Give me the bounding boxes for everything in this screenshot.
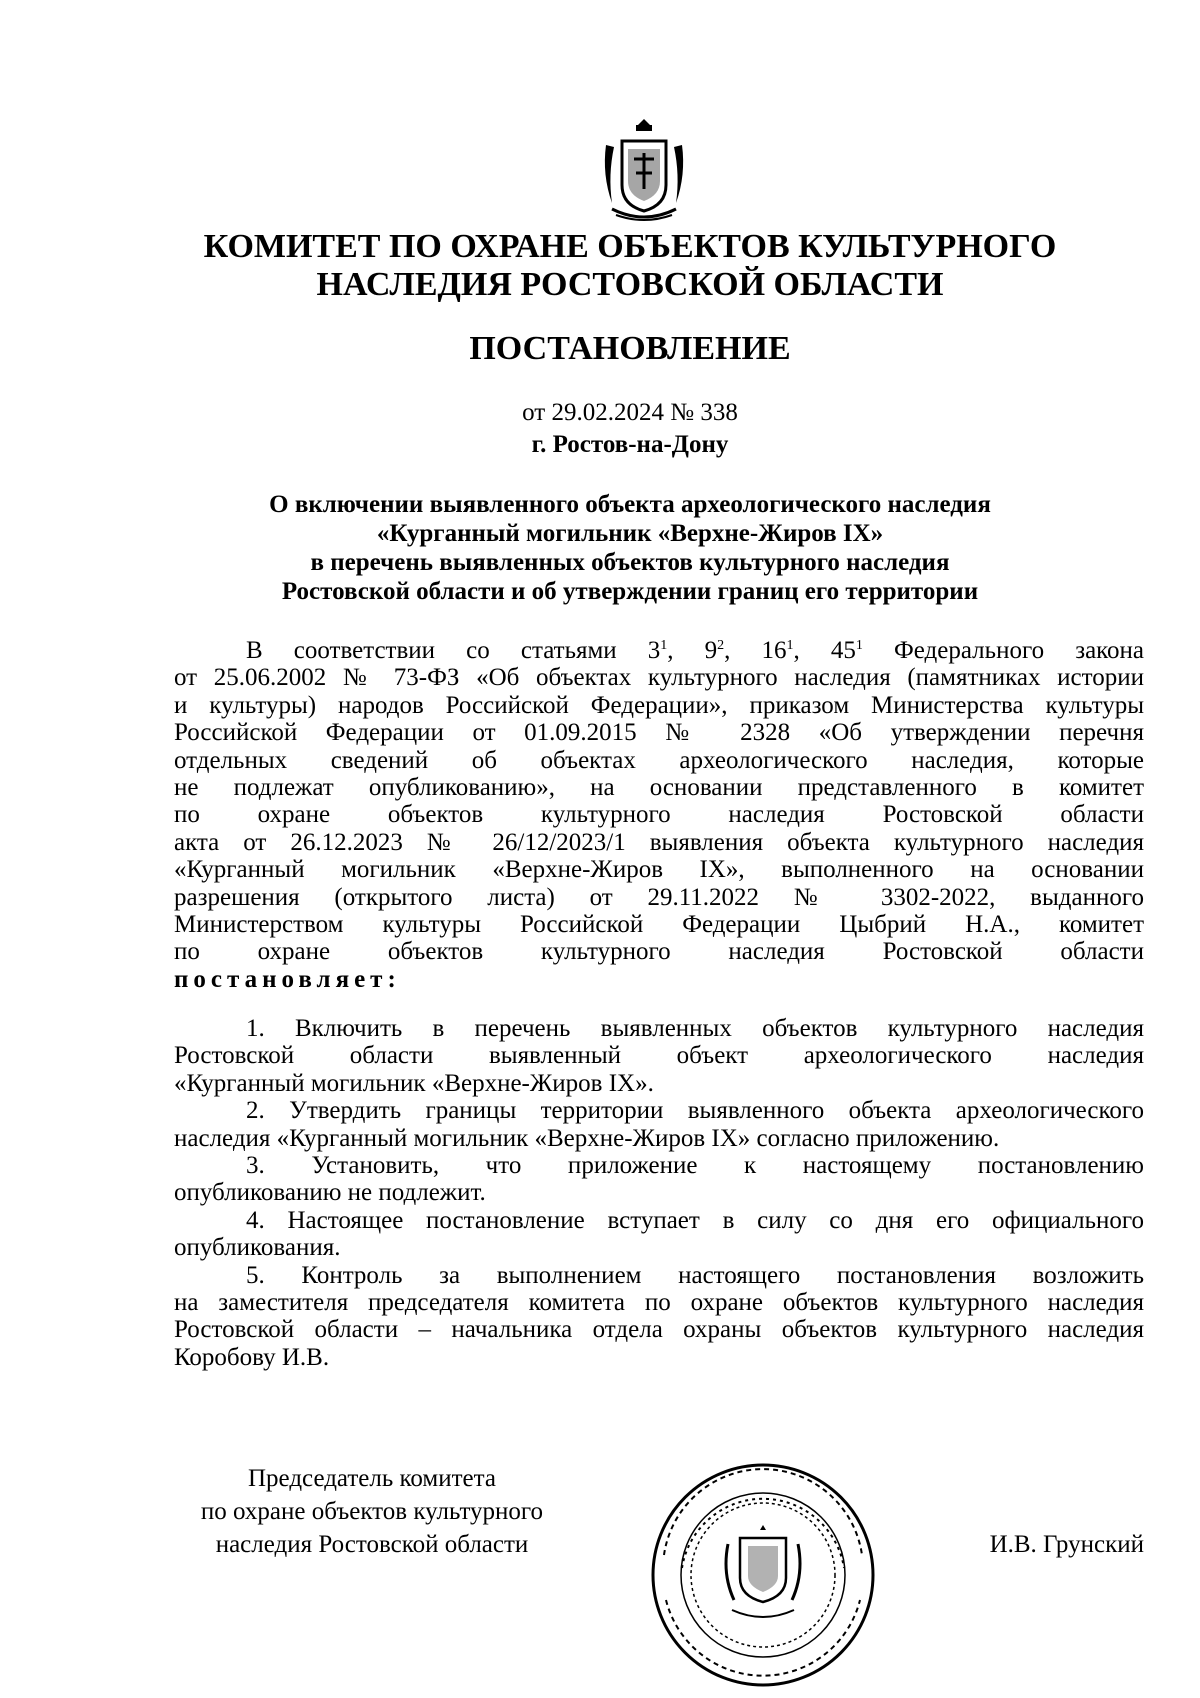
preamble-line: Российской Федерации от 01.09.2015 № 2328 «Об утверждении перечня bbox=[174, 719, 1144, 747]
item-1-line: 1. Включить в перечень выявленных объектов культурного наследия bbox=[246, 1015, 1144, 1043]
item-3-line: опубликованию не подлежит. bbox=[174, 1179, 486, 1207]
item-5-line: Ростовской области – начальника отдела охраны объектов культурного наследия bbox=[174, 1316, 1144, 1344]
preamble-line: отдельных сведений об объектах археологического наследия, которые bbox=[174, 746, 1144, 774]
preamble-line: по охране объектов культурного наследия Ростовской области bbox=[174, 938, 1144, 966]
subject-line: «Курганный могильник «Верхне-Жиров IX» bbox=[376, 520, 884, 547]
organization-line-1: КОМИТЕТ ПО ОХРАНЕ ОБЪЕКТОВ КУЛЬТУРНОГО bbox=[203, 228, 1057, 265]
document-body bbox=[174, 637, 1144, 1371]
position-line: по охране объектов культурного bbox=[200, 1498, 544, 1525]
item-1-line: Ростовской области выявленный объект археологического наследия bbox=[174, 1042, 1144, 1070]
preamble-line: В соответствии со статьями $3^1$, $9^2$, $16^1$, $45^1$ Федерального закона bbox=[246, 637, 1145, 664]
preamble-line: Министерством культуры Российской Федерации Цыбрий Н.А., комитет bbox=[174, 910, 1144, 938]
preamble-line: по охране объектов культурного наследия Ростовской области bbox=[174, 801, 1144, 829]
item-1-line: «Курганный могильник «Верхне-Жиров IX». bbox=[174, 1069, 654, 1097]
document-date-number: от 29.02.2024 № 338 bbox=[522, 399, 738, 426]
decides-word: постановляет: bbox=[174, 965, 401, 993]
item-5-line: на заместителя председателя комитета по охране объектов культурного наследия bbox=[174, 1288, 1144, 1316]
document-type: ПОСТАНОВЛЕНИЕ bbox=[469, 330, 791, 367]
organization-line-2: НАСЛЕДИЯ РОСТОВСКОЙ ОБЛАСТИ bbox=[316, 266, 944, 303]
signatory-position bbox=[174, 1462, 570, 1561]
preamble-line: разрешения (открытого листа) от 29.11.2022 № 3302-2022, выданного bbox=[174, 883, 1144, 911]
official-seal-stamp bbox=[648, 1460, 878, 1690]
coat-of-arms-emblem bbox=[598, 115, 690, 225]
item-5-line: Коробову И.В. bbox=[174, 1343, 330, 1371]
preamble-line: не подлежат опубликованию», на основании представленного в комитет bbox=[174, 773, 1144, 801]
item-2-line: наследия «Курганный могильник «Верхне-Жиров IX» согласно приложению. bbox=[174, 1124, 1000, 1152]
subject-line: Ростовской области и об утверждении границ его территории bbox=[281, 578, 979, 605]
signatory-name: И.В. Грунский bbox=[989, 1531, 1144, 1558]
subject-line: в перечень выявленных объектов культурного наследия bbox=[310, 549, 950, 576]
organization-name bbox=[180, 228, 1080, 304]
preamble-line: и культуры) народов Российской Федерации», приказом Министерства культуры bbox=[174, 691, 1144, 719]
preamble-line: «Курганный могильник «Верхне-Жиров IX», выполненного на основании bbox=[174, 856, 1144, 884]
position-line: Председатель комитета bbox=[248, 1465, 496, 1492]
document-subject bbox=[180, 490, 1080, 606]
item-2-line: 2. Утвердить границы территории выявленного объекта археологического bbox=[246, 1097, 1144, 1125]
preamble-line: акта от 26.12.2023 № 26/12/2023/1 выявления объекта культурного наследия bbox=[174, 828, 1144, 856]
document-city: г. Ростов-на-Дону bbox=[531, 431, 729, 458]
item-5-line: 5. Контроль за выполнением настоящего постановления возложить bbox=[246, 1261, 1144, 1289]
subject-line: О включении выявленного объекта археологического наследия bbox=[269, 491, 991, 518]
item-3-line: 3. Установить, что приложение к настоящему постановлению bbox=[246, 1152, 1144, 1180]
position-line: наследия Ростовской области bbox=[215, 1531, 529, 1558]
preamble-line: от 25.06.2002 № 73-ФЗ «Об объектах культурного наследия (памятниках истории bbox=[174, 664, 1144, 692]
item-4-line: 4. Настоящее постановление вступает в силу со дня его официального bbox=[246, 1206, 1144, 1234]
item-4-line: опубликования. bbox=[174, 1234, 341, 1262]
